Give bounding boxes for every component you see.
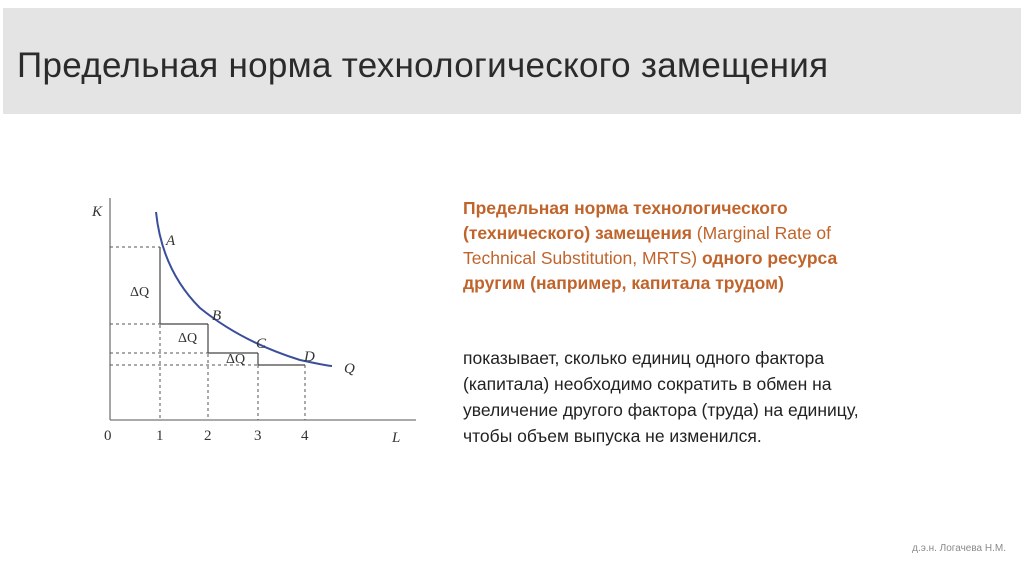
- x-axis-label: L: [392, 430, 401, 446]
- title-bar: [3, 8, 1021, 114]
- x-tick-1: 1: [156, 428, 164, 444]
- delta-label-3: ΔQ: [226, 352, 246, 367]
- description-line-3: увеличение другого фактора (труда) на единицу,: [463, 400, 859, 420]
- slide-title: Предельная норма технологического замещения: [17, 46, 829, 85]
- definition-line-4: другим (например, капитала трудом): [463, 273, 784, 293]
- author-credit: д.э.н. Логачева Н.М.: [912, 543, 1006, 554]
- definition-line-3-normal: Technical Substitution, MRTS): [463, 248, 702, 268]
- delta-label-1: ΔQ: [130, 285, 150, 300]
- definition-line-2: [463, 221, 963, 246]
- description-line-1: показывает, сколько единиц одного фактора: [463, 348, 825, 368]
- definition-line-3-bold: одного ресурса: [701, 248, 838, 268]
- description-line-2: (капитала) необходимо сократить в обмен на: [463, 374, 832, 394]
- mrts-definition: [463, 196, 963, 296]
- definition-line-2-bold: (технического) замещения: [463, 223, 692, 243]
- definition-line-3: [463, 246, 963, 271]
- delta-segments: [160, 247, 305, 365]
- origin-label: 0: [104, 428, 112, 444]
- x-tick-3: 3: [254, 428, 262, 444]
- delta-label-2: ΔQ: [178, 331, 198, 346]
- y-axis-label: K: [92, 204, 103, 220]
- mrts-description: [463, 345, 983, 449]
- x-tick-4: 4: [301, 428, 309, 444]
- isoquant-graph: [70, 190, 430, 450]
- point-c-label: C: [256, 336, 267, 352]
- point-a-label: A: [166, 233, 176, 249]
- definition-line-2-normal: (Marginal Rate of: [691, 223, 832, 243]
- curve-q-label: Q: [344, 361, 355, 377]
- x-tick-2: 2: [204, 428, 212, 444]
- isoquant-svg: [70, 190, 430, 450]
- point-d-label: D: [304, 349, 315, 365]
- point-b-label: B: [212, 308, 222, 324]
- definition-line-1: Предельная норма технологического: [463, 198, 788, 218]
- description-line-4: чтобы объем выпуска не изменился.: [463, 426, 762, 446]
